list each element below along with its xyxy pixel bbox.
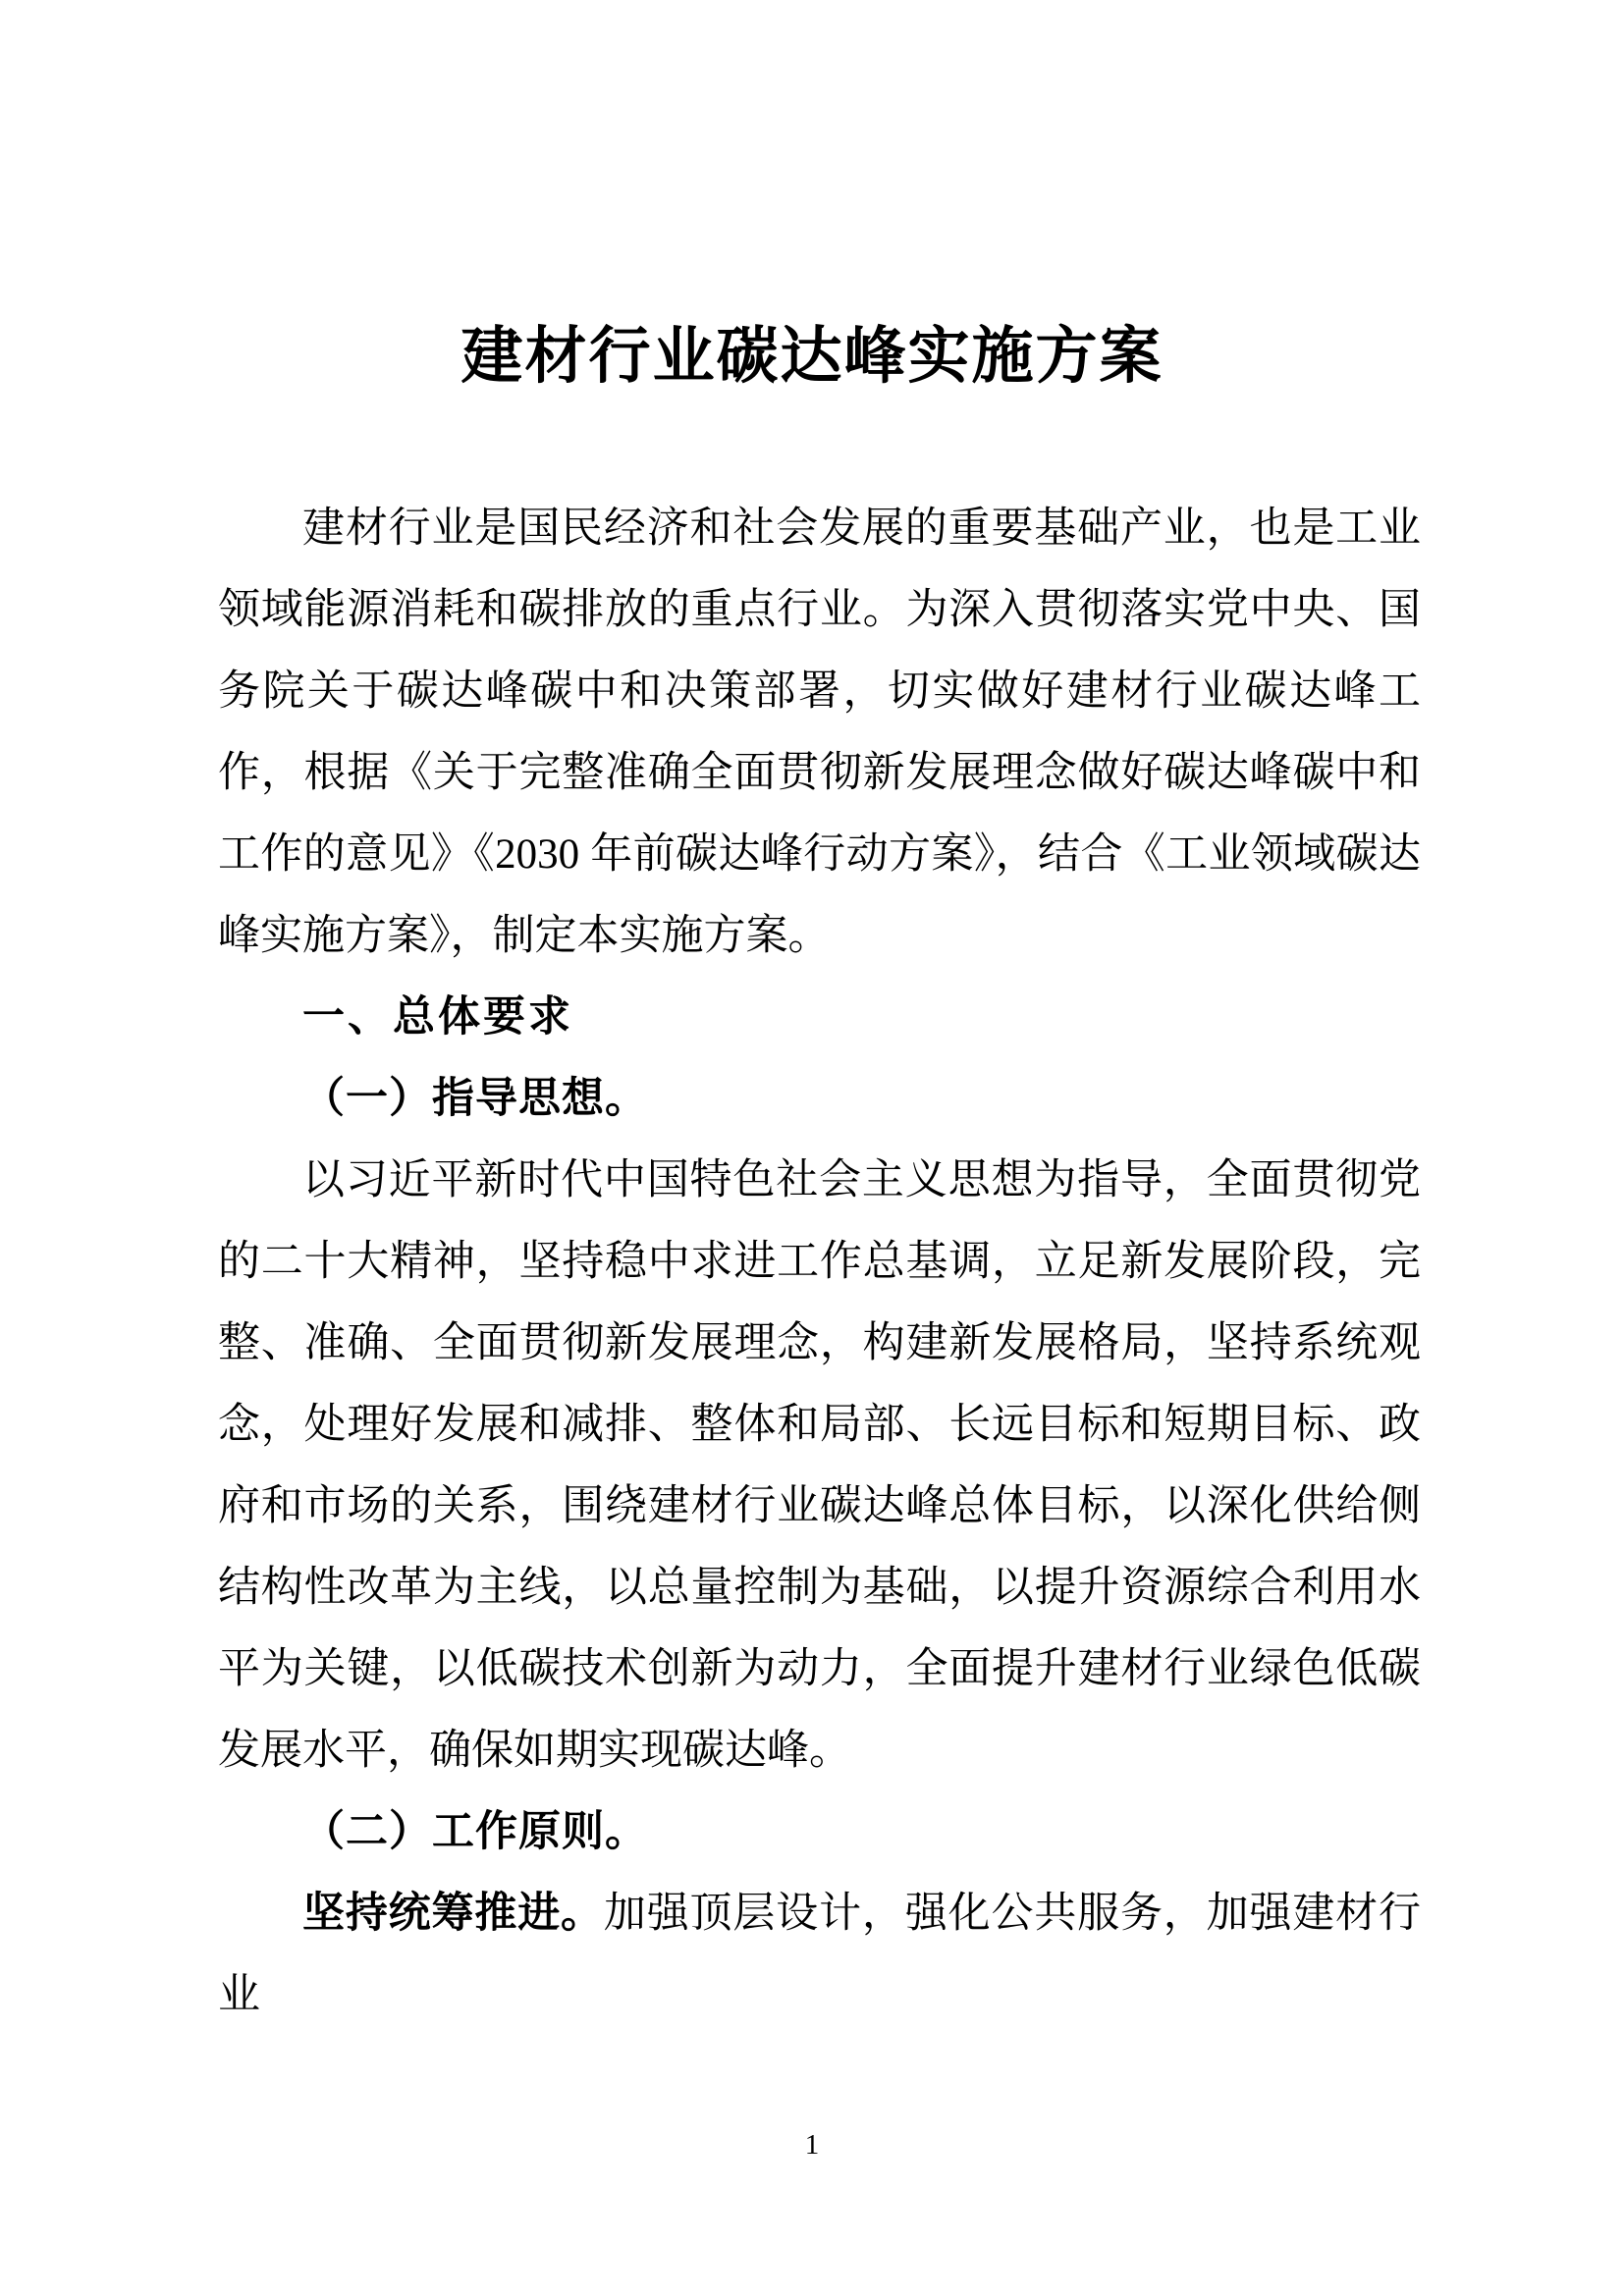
page-number: 1 bbox=[804, 2129, 820, 2161]
subsection-heading-guiding-ideology: （一）指导思想。 bbox=[302, 1076, 648, 1122]
work-principle-lead-in: 坚持统筹推进。 bbox=[302, 1891, 604, 1937]
paragraph-work-principles bbox=[218, 1873, 1421, 2036]
paragraph-guiding-ideology: 以习近平新时代中国特色社会主义思想为指导，全面贯彻党的二十大精神，坚持稳中求进工作总基调，立足新发展阶段，完整、准确、全面贯彻新发展理念，构建新发展格局，坚持系统观念，处理好发展和减排、整体和局部、长远目标和短期目标、政府和市场的关系，围绕建材行业碳达峰总体目标，以深化供给侧结构性改革为主线，以总量控制为基础，以提升资源综合利用水平为关键，以低碳技术创新为动力，全面提升建材行业绿色低碳发展水平，确保如期实现碳达峰。 bbox=[218, 1157, 1421, 1774]
section-heading-overall-requirements: 一、总体要求 bbox=[302, 993, 573, 1041]
paragraph-intro: 建材行业是国民经济和社会发展的重要基础产业，也是工业领域能源消耗和碳排放的重点行业。为深入贯彻落实党中央、国务院关于碳达峰碳中和决策部署，切实做好建材行业碳达峰工作，根据《关于完整准确全面贯彻新发展理念做好碳达峰碳中和工作的意见》《2030 年前碳达峰行动方案》，结合《工业领域碳达峰实施方案》，制定本实施方案。 bbox=[218, 506, 1421, 959]
subsection-heading-work-principles: （二）工作原则。 bbox=[302, 1809, 648, 1855]
work-principle-text: 加强顶层设计，强化公共服务，加强建材行业 bbox=[218, 1891, 1422, 2018]
document-title: 建材行业碳达峰实施方案 bbox=[460, 322, 1164, 391]
document-body bbox=[218, 488, 1421, 2036]
